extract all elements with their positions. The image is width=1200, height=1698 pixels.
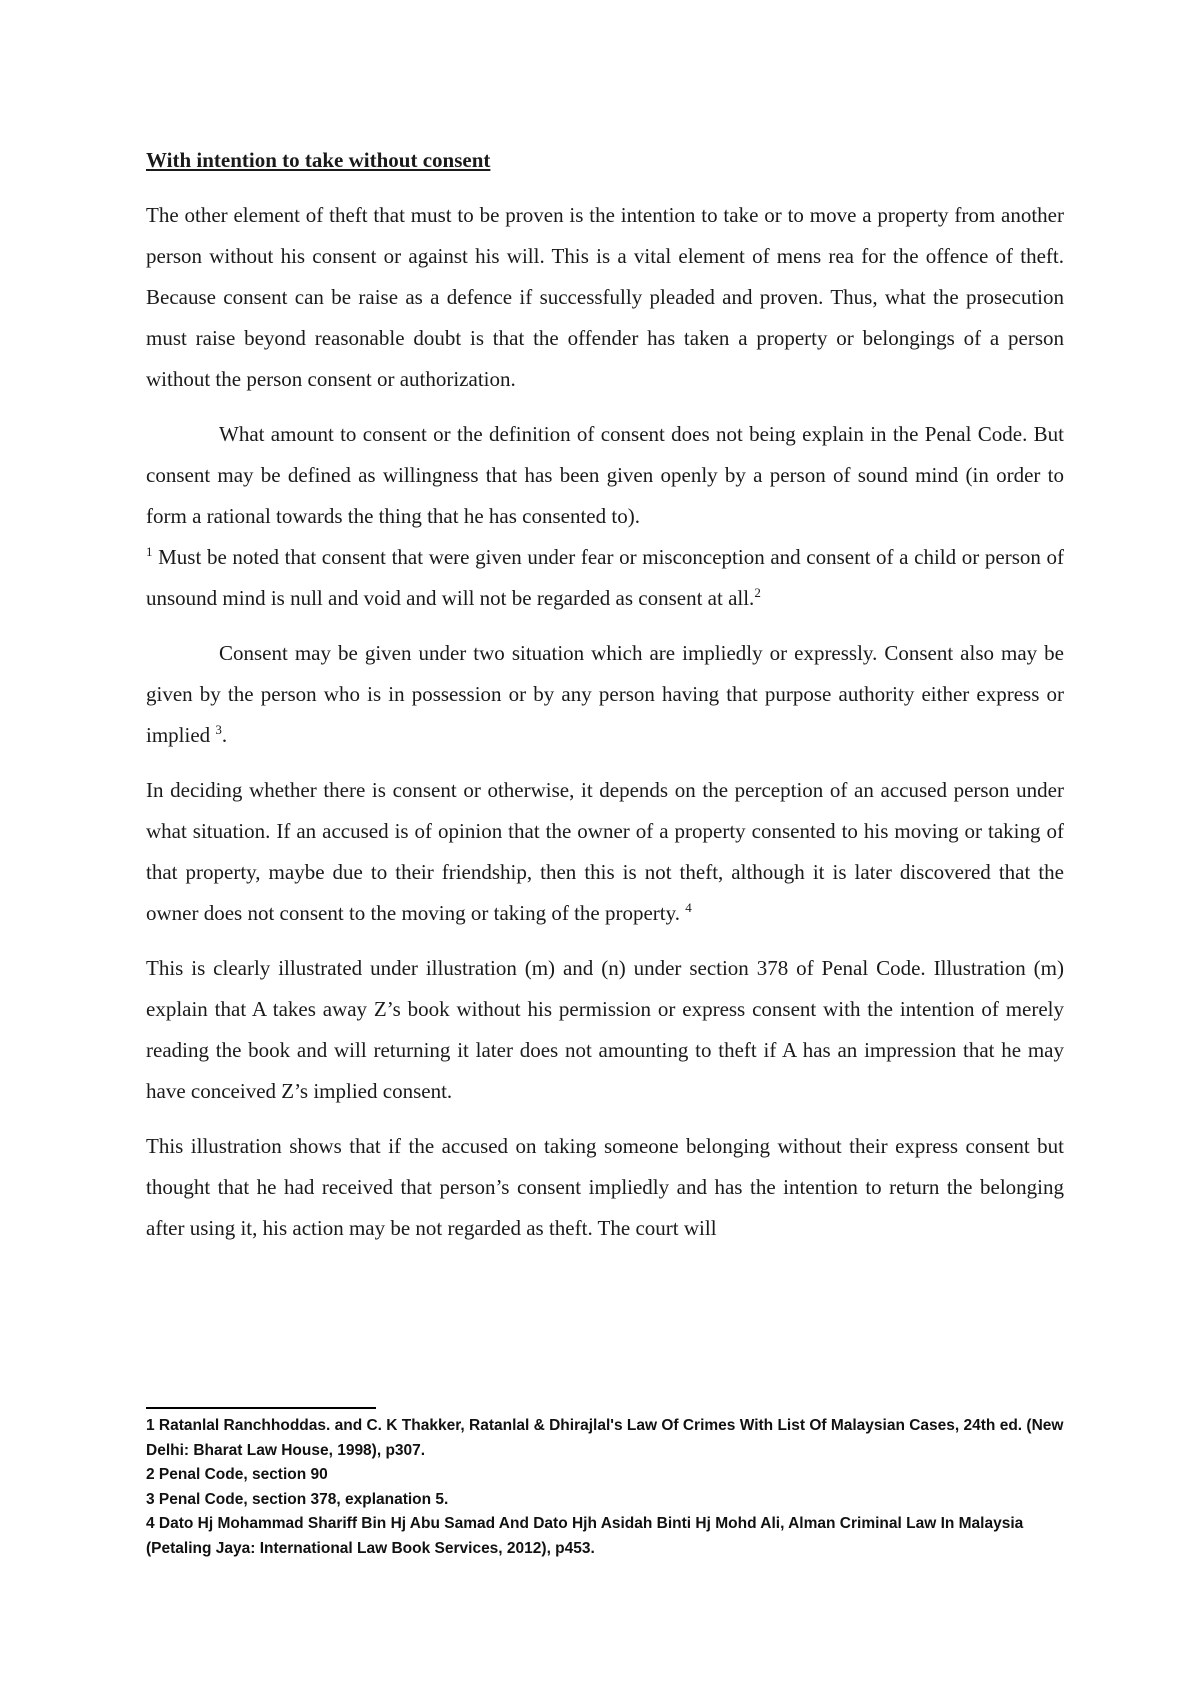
footnote-4: 4 Dato Hj Mohammad Shariff Bin Hj Abu Samad And Dato Hjh Asidah Binti Hj Mohd Ali, Alman Criminal Law In Malaysia (Petaling Jaya: International Law Book Services, 2012), p453.: [146, 1515, 1024, 1557]
footnote-2: 2 Penal Code, section 90: [146, 1466, 328, 1483]
paragraph-text: What amount to consent or the definition of consent does not being explain in the Penal Code. But consent may be defined as willingness that has been given openly by a person of sound mind (in order to form a rational towards the thing that he has consented to).: [146, 422, 1064, 528]
footnote-ref-3[interactable]: 3: [215, 722, 222, 737]
paragraph-text: Consent may be given under two situation which are impliedly or expressly. Consent also may be given by the person who is in possession or by any person having that purpose authority either express or implied: [146, 641, 1064, 747]
footnote-ref-1[interactable]: 1: [146, 544, 153, 559]
paragraph-text: In deciding whether there is consent or otherwise, it depends on the perception of an accused person under what situation. If an accused is of opinion that the owner of a property consented to his moving or taking of that property, maybe due to their friendship, then this is not theft, although it is later discovered that the owner does not consent to the moving or taking of the property.: [146, 778, 1064, 925]
paragraph-definition-of-consent: [146, 414, 1064, 619]
paragraph-implied-or-express: [146, 633, 1064, 756]
paragraph-elements-of-theft: [146, 195, 1064, 400]
footnote-1: 1 Ratanlal Ranchhoddas. and C. K Thakker, Ratanlal & Dhirajlal's Law Of Crimes With List Of Malaysian Cases, 24th ed. (New Delhi: Bharat Law House, 1998), p307.: [146, 1417, 1064, 1459]
paragraph-text: Must be noted that consent that were given under fear or misconception and consent of a child or person of unsound mind is null and void and will not be regarded as consent at all.: [146, 545, 1064, 610]
section-heading: With intention to take without consent: [146, 148, 491, 172]
footnote-separator: [146, 1407, 376, 1409]
paragraph-illustration-m: [146, 948, 1064, 1112]
paragraph-perception-of-accused: [146, 770, 1064, 934]
paragraph-text: The other element of theft that must to be proven is the intention to take or to move a property from another person without his consent or against his will. This is a vital element of mens rea for the offence of theft. Because consent can be raise as a defence if successfully pleaded and proven. Thus, what the prosecution must raise beyond reasonable doubt is that the offender has taken a property or belongings of a person without the person consent or authorization.: [146, 203, 1064, 391]
footnote-3: 3 Penal Code, section 378, explanation 5.: [146, 1490, 449, 1508]
footnote-ref-4[interactable]: 4: [685, 900, 692, 915]
paragraph-illustration-shows: [146, 1126, 1064, 1249]
footnotes: [146, 1414, 1076, 1561]
footnote-ref-2[interactable]: 2: [754, 585, 761, 600]
document-body: [146, 140, 1064, 1263]
paragraph-text: This illustration shows that if the accused on taking someone belonging without their express consent but thought that he had received that person’s consent impliedly and has the intention to return the belonging after using it, his action may be not regarded as theft. The court will: [146, 1134, 1064, 1240]
paragraph-text: .: [221, 723, 228, 747]
paragraph-text: This is clearly illustrated under illustration (m) and (n) under section 378 of Penal Code. Illustration (m) explain that A takes away Z’s book without his permission or express consent with the intention of merely reading the book and will returning it later does not amounting to theft if A has an impression that he may have conceived Z’s implied consent.: [146, 956, 1064, 1103]
